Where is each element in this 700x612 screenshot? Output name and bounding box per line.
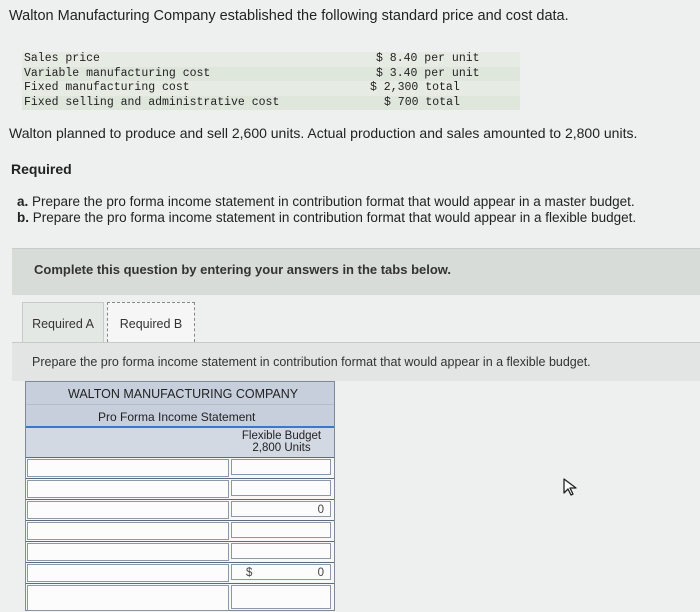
company-name: WALTON MANUFACTURING COMPANY — [68, 387, 299, 401]
tab-required-b[interactable]: Required B — [107, 302, 195, 342]
row-label: Variable manufacturing cost — [24, 66, 211, 80]
row-label-input[interactable] — [27, 585, 229, 611]
column-header-label — [229, 430, 334, 454]
requirement-a — [17, 194, 636, 210]
table-row — [26, 520, 334, 539]
requirement-b — [17, 210, 636, 226]
row-value-input[interactable] — [231, 543, 331, 559]
column-header-line1: Flexible Budget — [241, 430, 322, 442]
row-value-input[interactable] — [231, 522, 331, 538]
row-value-input[interactable] — [231, 480, 331, 496]
row-value-input[interactable] — [231, 585, 331, 609]
row-value-input[interactable]: 0 — [231, 501, 331, 517]
instruction-bar — [12, 342, 700, 381]
requirement-text: Prepare the pro forma income statement in contribution format that would appear in a flexible budget. — [32, 210, 637, 225]
table-row — [22, 96, 520, 111]
table-row — [22, 81, 520, 96]
requirement-text: Prepare the pro forma income statement in contribution format that would appear in a master budget. — [32, 194, 635, 209]
row-value-input[interactable] — [231, 459, 331, 475]
statement-title-header — [26, 404, 334, 427]
required-heading: Required — [11, 161, 72, 177]
table-row — [26, 457, 334, 476]
table-row — [22, 52, 520, 67]
row-value: $ 8.40 per unit — [376, 52, 480, 65]
table-row — [26, 478, 334, 497]
row-value: $ 2,300 total — [370, 81, 460, 94]
table-row — [26, 562, 334, 581]
requirements-list — [17, 194, 636, 226]
mouse-pointer-icon — [560, 477, 580, 497]
row-label: Fixed manufacturing cost — [24, 81, 190, 94]
row-label-input[interactable] — [27, 522, 229, 540]
row-label-input[interactable] — [27, 501, 229, 519]
row-label-input[interactable] — [27, 480, 229, 498]
row-label-input[interactable] — [27, 459, 229, 477]
table-row — [26, 541, 334, 560]
income-statement-table — [25, 381, 335, 611]
table-row — [26, 583, 334, 610]
complete-prompt: Complete this question by entering your answers in the tabs below. — [34, 262, 452, 277]
table-row — [22, 67, 520, 82]
statement-title: Pro Forma Income Statement — [98, 410, 256, 424]
row-label: Fixed selling and administrative cost — [24, 95, 280, 109]
complete-prompt-bar — [12, 248, 700, 295]
dollar-sign: $ — [246, 567, 253, 579]
instruction-text: Prepare the pro forma income statement in contribution format that would appear in a flexible budget. — [32, 355, 591, 369]
standard-cost-table — [22, 52, 520, 110]
row-label-input[interactable] — [27, 564, 229, 582]
row-value: $ 700 total — [384, 95, 460, 109]
row-label-input[interactable] — [27, 543, 229, 561]
row-value-input[interactable] — [231, 564, 331, 580]
production-paragraph: Walton planned to produce and sell 2,600 units. Actual production and sales amounted to 2,800 units. — [9, 125, 638, 141]
requirement-letter: b. — [17, 210, 29, 225]
row-value: $ 3.40 per unit — [376, 66, 480, 80]
column-header-line2: 2,800 Units — [252, 442, 311, 454]
column-header — [26, 426, 334, 458]
tab-required-a[interactable]: Required A — [22, 302, 104, 342]
row-label: Sales price — [24, 52, 100, 65]
statement-company-header — [26, 382, 334, 404]
intro-text: Walton Manufacturing Company established the following standard price and cost data. — [9, 8, 569, 24]
row-value-text: 0 — [317, 567, 324, 579]
requirement-letter: a. — [17, 194, 29, 209]
table-row — [26, 499, 334, 518]
